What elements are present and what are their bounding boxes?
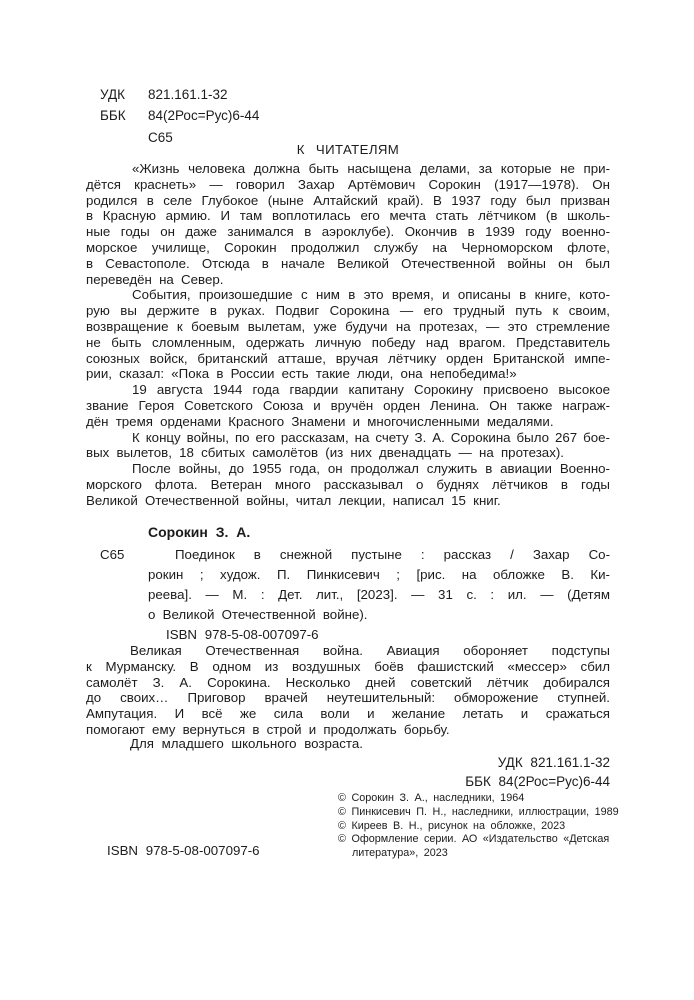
- footer-isbn: ISBN 978-5-08-007097-6: [107, 843, 260, 858]
- bbk-label: ББК: [100, 108, 126, 124]
- text-line: морского флота. Ветеран много рассказывал о буднях лётчиков в годы: [86, 476, 610, 492]
- text-line: родился в селе Глубокое (ныне Алтайский край). В 1937 году был призван: [86, 192, 610, 208]
- catalog-author-heading: Сорокин З. А.: [148, 524, 251, 540]
- text-line: Ампутация. И всё же сила воли и желание летать и сражаться: [86, 706, 610, 722]
- copyright-entry: © Оформление серии. АО «Издательство «Детская литература», 2023: [338, 833, 610, 860]
- text-line: морское училище, Сорокин продолжил службу на Черноморском флоте,: [86, 239, 610, 255]
- paragraph: [86, 161, 610, 287]
- bottom-codes-block: [300, 754, 610, 791]
- udk-value: 821.161.1-32: [148, 87, 228, 102]
- text-line: рокин ; худож. П. Пинкисевич ; [рис. на обложке В. Ки-: [148, 567, 610, 582]
- copyright-entry: © Пинкисевич П. Н., наследники, иллюстрации, 1989: [338, 805, 619, 818]
- text-line: реева]. — М. : Дет. лит., [2023]. — 31 с. : ил. — (Детям: [148, 587, 610, 602]
- annotation-paragraph: [86, 643, 610, 738]
- paragraph: [86, 382, 610, 429]
- text-line: переведён на Север.: [86, 271, 224, 287]
- copyright-list: [338, 792, 636, 861]
- text-line: о Великой Отечественной войне).: [148, 607, 368, 622]
- text-line: к Мурманску. В одном из воздушных боёв фашистский «мессер» сбил: [86, 658, 610, 674]
- bbk-row: [100, 105, 259, 126]
- text-line: рую вы держите в руках. Подвиг Сорокина — его трудный путь к своим,: [86, 303, 610, 319]
- bbk-value: 84(2Рос=Рус)6-44: [148, 108, 260, 124]
- catalog-isbn: ISBN 978-5-08-007097-6: [166, 627, 319, 642]
- copyright-entry: © Сорокин З. А., наследники, 1964: [338, 792, 525, 804]
- text-line: Великой Отечественной войны, читал лекции, написал 15 книг.: [86, 492, 501, 508]
- readers-paragraphs: [86, 161, 610, 509]
- paragraph: [86, 287, 610, 382]
- text-line: союзных войск, британский атташе, вручая лётчику орден Британской импе-: [86, 350, 610, 366]
- paragraph: [86, 461, 610, 508]
- text-line: в Красную армию. И там воплотилась его мечта стать лётчиком (в школь-: [86, 208, 610, 224]
- text-line: «Жизнь человека должна быть насыщена делами, за которые не при-: [132, 161, 610, 176]
- text-line: в Севастополе. Отсюда в начале Великой Отечественной войны он был: [86, 255, 610, 271]
- text-line: Великая Отечественная война. Авиация обороняет подступы: [130, 643, 610, 658]
- paragraph: [86, 430, 610, 462]
- bottom-bbk: ББК 84(2Рос=Рус)6-44: [465, 773, 610, 789]
- text-line: дён тремя орденами Красного Знамени и многочисленными медалями.: [86, 413, 554, 429]
- audience-note: Для младшего школьного возраста.: [130, 736, 363, 751]
- text-line: вых вылетов, 18 сбитых самолётов (из них двенадцать — на протезах).: [86, 445, 564, 461]
- text-line: возвращение к боевым вылетам, уже будучи на протезах, — это стремление: [86, 318, 610, 334]
- catalog-card-code: С65: [100, 547, 125, 562]
- text-line: дётся краснеть» — говорил Захар Артёмович Сорокин (1917—1978). Он: [86, 176, 610, 192]
- udk-label: УДК: [100, 87, 125, 102]
- text-line: не быть сломленным, одержать личную победу над врагом. Представитель: [86, 334, 610, 350]
- imprint-top-block: [100, 84, 259, 148]
- text-line: К концу войны, по его рассказам, на счету З. А. Сорокина было 267 бое-: [132, 429, 610, 445]
- udk-row: [100, 84, 259, 105]
- text-line: до своих… Приговор врачей неутешительный: обморожение ступней.: [86, 690, 610, 706]
- text-line: Поединок в снежной пустыне : рассказ / Захар Со-: [175, 547, 610, 562]
- text-line: События, произошедшие с ним в это время, и описаны в книге, кото-: [132, 287, 610, 303]
- catalog-description: [148, 545, 610, 625]
- text-line: 19 августа 1944 года гвардии капитану Сорокину присвоено высокое: [132, 382, 610, 398]
- bottom-udk: УДК 821.161.1-32: [497, 755, 610, 770]
- text-line: рии, сказал: «Пока в России есть такие люди, она непобедима!»: [86, 366, 517, 382]
- copyright-entry: © Киреев В. Н., рисунок на обложке, 2023: [338, 819, 566, 832]
- text-line: помогают ему вернуться в строй и продолжать борьбу.: [86, 721, 450, 737]
- readers-heading: К ЧИТАТЕЛЯМ: [296, 142, 400, 157]
- text-line: После войны, до 1955 года, он продолжал служить в авиации Военно-: [132, 461, 610, 477]
- text-line: ные годы он даже занимался в аэроклубе). Окончив в 1939 году военно-: [86, 224, 610, 240]
- author-sign-value: С65: [148, 129, 173, 145]
- text-line: звание Героя Советского Союза и вручён орден Ленина. Он также награж-: [86, 397, 610, 413]
- text-line: самолёт З. А. Сорокина. Несколько дней советский лётчик добирался: [86, 674, 610, 690]
